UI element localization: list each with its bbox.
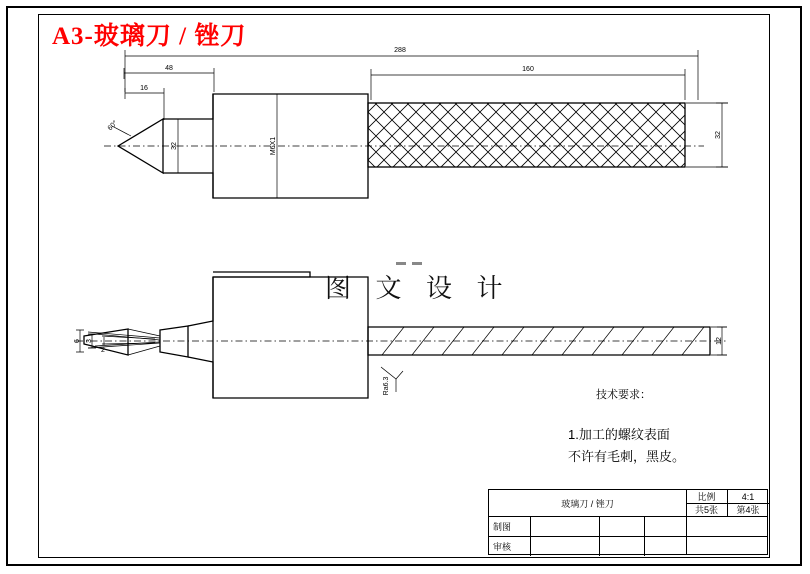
part-name-cell: 玻璃刀 / 锉刀 [561, 498, 614, 509]
sheet-no-cell: 第4张 [736, 505, 760, 515]
tech-requirements-heading: 技术要求： [596, 389, 651, 401]
watermark-text: 图 文 设 计 [325, 274, 512, 303]
dim-32-right: 32 [715, 131, 722, 139]
checked-label-cell: 审核 [493, 541, 512, 552]
dim-2-bottom: 2 [101, 347, 105, 354]
tech-requirements-line1: 1.加工的螺纹表面 [568, 427, 670, 442]
tech-requirements-line2: 不许有毛刺，黑皮。 [568, 449, 686, 464]
dim-16: 16 [140, 85, 148, 92]
drawn-value-cell [530, 516, 599, 536]
drawn-label-cell: 制图 [493, 521, 512, 532]
dim-32-left: 32 [171, 142, 178, 150]
page-title: A3-玻璃刀 / 锉刀 [52, 23, 247, 50]
roughness-ra63: Ra6.3 [383, 376, 390, 396]
dim-6-bottom: 6 [74, 339, 81, 343]
scale-label-cell: 比例 [697, 492, 716, 502]
title-block [488, 489, 768, 555]
dim-m6x1: M6X1 [270, 136, 277, 156]
dim-160: 160 [522, 66, 534, 73]
checked-value-cell [530, 536, 599, 556]
dim-angle-60: 60° [106, 119, 120, 133]
scale-value-cell: 4:1 [741, 491, 755, 502]
dim-48: 48 [165, 65, 173, 72]
dim-12-bottom: 12 [716, 337, 723, 345]
dim-288: 288 [394, 47, 406, 54]
sheets-total-cell: 共5张 [694, 505, 718, 515]
dim-3-bottom: 3 [86, 339, 93, 343]
